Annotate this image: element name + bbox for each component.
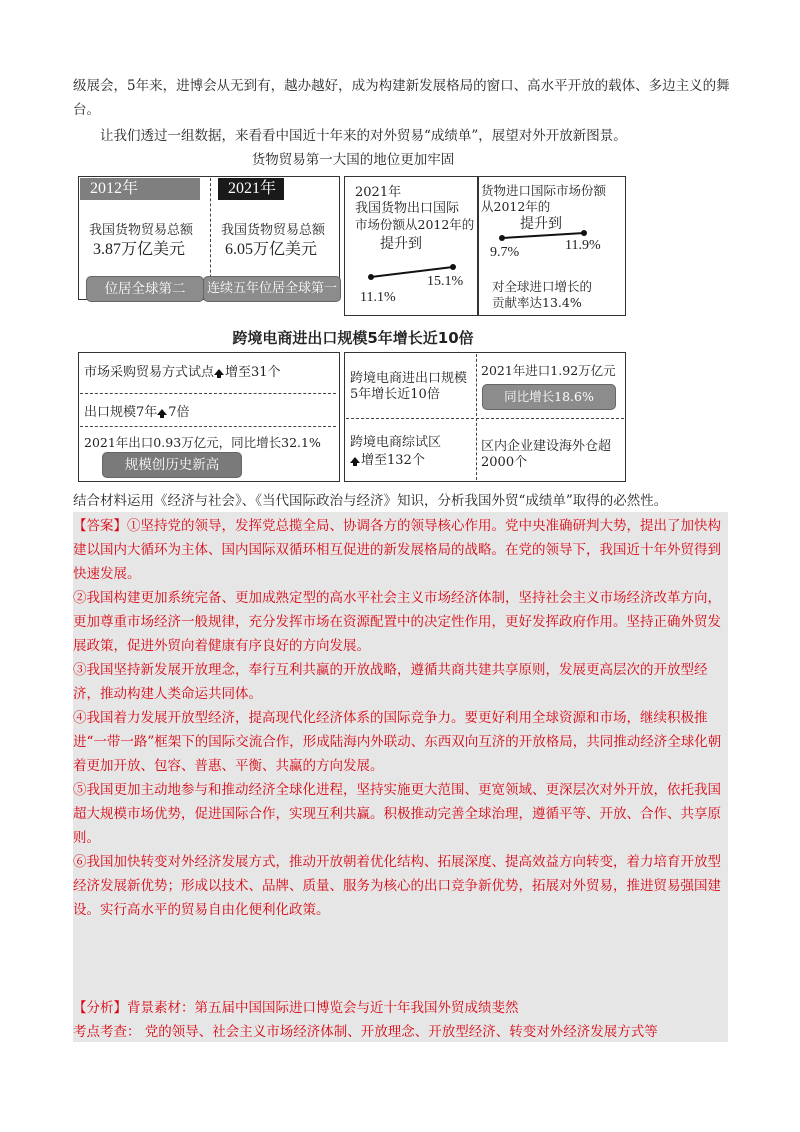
rank-badge-2012: 位居全球第二 bbox=[86, 276, 204, 302]
import-contribution-1: 对全球进口增长的 bbox=[492, 279, 593, 294]
import-share-desc-1: 货物进口国际市场份额 bbox=[481, 183, 607, 198]
panel-divider bbox=[476, 354, 477, 480]
answer-item-3: ③我国坚持新发展开放理念，奉行互利共赢的开放战略，遵循共商共建共享原则，发展更高层次的开放型经济，推动构建人类命运共同体。 bbox=[73, 662, 708, 702]
trade-total-label-2021: 我国货物贸易总额 bbox=[221, 223, 326, 238]
year-2012-label: 2012年 bbox=[80, 178, 200, 200]
trade-total-value-2021: 6.05万亿美元 bbox=[225, 241, 318, 258]
row-divider bbox=[346, 418, 624, 419]
intro-paragraph-2: 让我们透过一组数据，来看看中国近十年来的对外贸易“成绩单”，展望对外开放新图景。 bbox=[100, 128, 627, 144]
trade-total-value-2012: 3.87万亿美元 bbox=[93, 241, 186, 258]
answer-item-5: ⑤我国更加主动地参与和推动经济全球化进程，坚持实施更大范围、更宽领域、更深层次对外开放，依托我国超大规模市场优势，促进国际合作，实现互利共赢。积极推动完善全球治理，遵循平等、开放、合作、共享原则。 bbox=[73, 782, 721, 846]
export-share-from: 11.1% bbox=[360, 290, 396, 305]
answer-item-6: ⑥我国加快转变对外经济发展方式，推动开放朝着优化结构、拓展深度、提高效益方向转变，着力培育开放型经济发展新优势；形成以技术、品牌、质量、服务为核心的出口竞争新优势，拓展对外贸易，推进贸易强国建设。实行高水平的贸易自由化便利化政策。 bbox=[73, 854, 721, 918]
export-share-desc-2: 我国货物出口国际 bbox=[355, 201, 460, 216]
question-text: 结合材料运用《经济与社会》、《当代国际政治与经济》知识，分析我国外贸“成绩单”取得的必然性。 bbox=[73, 493, 668, 509]
answer-item-2: ②我国构建更加系统完备、更加成熟定型的高水平社会主义市场经济体制，坚持社会主义市场经济改革方向，更加尊重市场经济一般规律，充分发挥市场在资源配置中的决定性作用，更好发挥政府作用。坚持正确外贸发展政策，促进外贸向着健康有序良好的方向发展。 bbox=[73, 590, 721, 654]
trade-total-label-2012: 我国货物贸易总额 bbox=[89, 223, 194, 238]
import-contribution-2: 贡献率达13.4% bbox=[492, 295, 582, 310]
ecommerce-zone-2: 增至132个 bbox=[350, 452, 425, 469]
rank-badge-2021: 连续五年位居全球第一 bbox=[203, 276, 341, 302]
year-2021-label: 2021年 bbox=[218, 178, 284, 200]
analysis-topics-line: 考点考查： 党的领导、社会主义市场经济体制、开放理念、开放型经济、转变对外经济发展方式等 bbox=[73, 1024, 658, 1040]
export-scale-growth: 出口规模7年 7倍 bbox=[84, 405, 190, 420]
row-divider bbox=[80, 393, 336, 394]
arrow-up-icon bbox=[214, 369, 224, 375]
answer-item-1: 【答案】①坚持党的领导，发挥党总揽全局、协调各方的领导核心作用。党中央准确研判大势，提出了加快构建以国内大循环为主体、国内国际双循环相互促进的新发展格局的战略。在党的领导下，我国近十年外贸得到快速发展。 bbox=[73, 518, 721, 582]
ecommerce-scale-1: 跨境电商进出口规模 bbox=[350, 371, 468, 386]
answer-block bbox=[73, 514, 728, 922]
export-share-desc-3: 市场份额从2012年的 bbox=[355, 217, 475, 232]
export-share-to: 15.1% bbox=[427, 274, 464, 289]
arrow-up-icon bbox=[157, 409, 167, 415]
intro-paragraph-1: 级展会，5年来，进博会从无到有，越办越好，成为构建新发展格局的窗口、高水平开放的载体、多边主义的舞台。 bbox=[73, 78, 730, 118]
section2-title: 跨境电商进出口规模5年增长近10倍 bbox=[232, 329, 474, 347]
import-share-to: 11.9% bbox=[565, 238, 601, 253]
import-2021: 2021年进口1.92万亿元 bbox=[481, 363, 616, 378]
section1-caption: 货物贸易第一大国的地位更加牢固 bbox=[251, 152, 455, 168]
ecommerce-scale-2: 5年增长近10倍 bbox=[350, 387, 440, 402]
market-procurement-pilot: 市场采购贸易方式试点 增至31个 bbox=[84, 365, 281, 380]
overseas-warehouse-1: 区内企业建设海外仓超 bbox=[481, 439, 612, 454]
import-share-desc-2: 从2012年的 bbox=[481, 199, 551, 214]
answer-item-4: ④我国着力发展开放型经济，提高现代化经济体系的国际竞争力。要更好利用全球资源和市场，继续积极推进“一带一路”框架下的国际交流合作，形成陆海内外联动、东西双向互济的开放格局，共同推动经济全球化朝着更加开放、包容、普惠、平衡、共赢的方向发展。 bbox=[73, 710, 722, 774]
yoy-growth-badge: 同比增长18.6% bbox=[482, 384, 616, 410]
import-share-rise-label: 提升到 bbox=[520, 216, 562, 232]
arrow-up-icon bbox=[350, 457, 360, 463]
record-high-badge: 规模创历史新高 bbox=[102, 452, 242, 478]
row-divider bbox=[80, 426, 336, 427]
ecommerce-zone-1: 跨境电商综试区 bbox=[350, 435, 442, 450]
export-share-desc-1: 2021年 bbox=[355, 185, 402, 200]
analysis-background-line: 【分析】背景素材：第五届中国国际进口博览会与近十年我国外贸成绩斐然 bbox=[73, 1000, 519, 1016]
overseas-warehouse-2: 2000个 bbox=[481, 455, 528, 470]
export-share-rise-label: 提升到 bbox=[380, 236, 422, 252]
export-2021: 2021年出口0.93万亿元，同比增长32.1% bbox=[84, 435, 321, 450]
import-share-from: 9.7% bbox=[490, 245, 520, 260]
